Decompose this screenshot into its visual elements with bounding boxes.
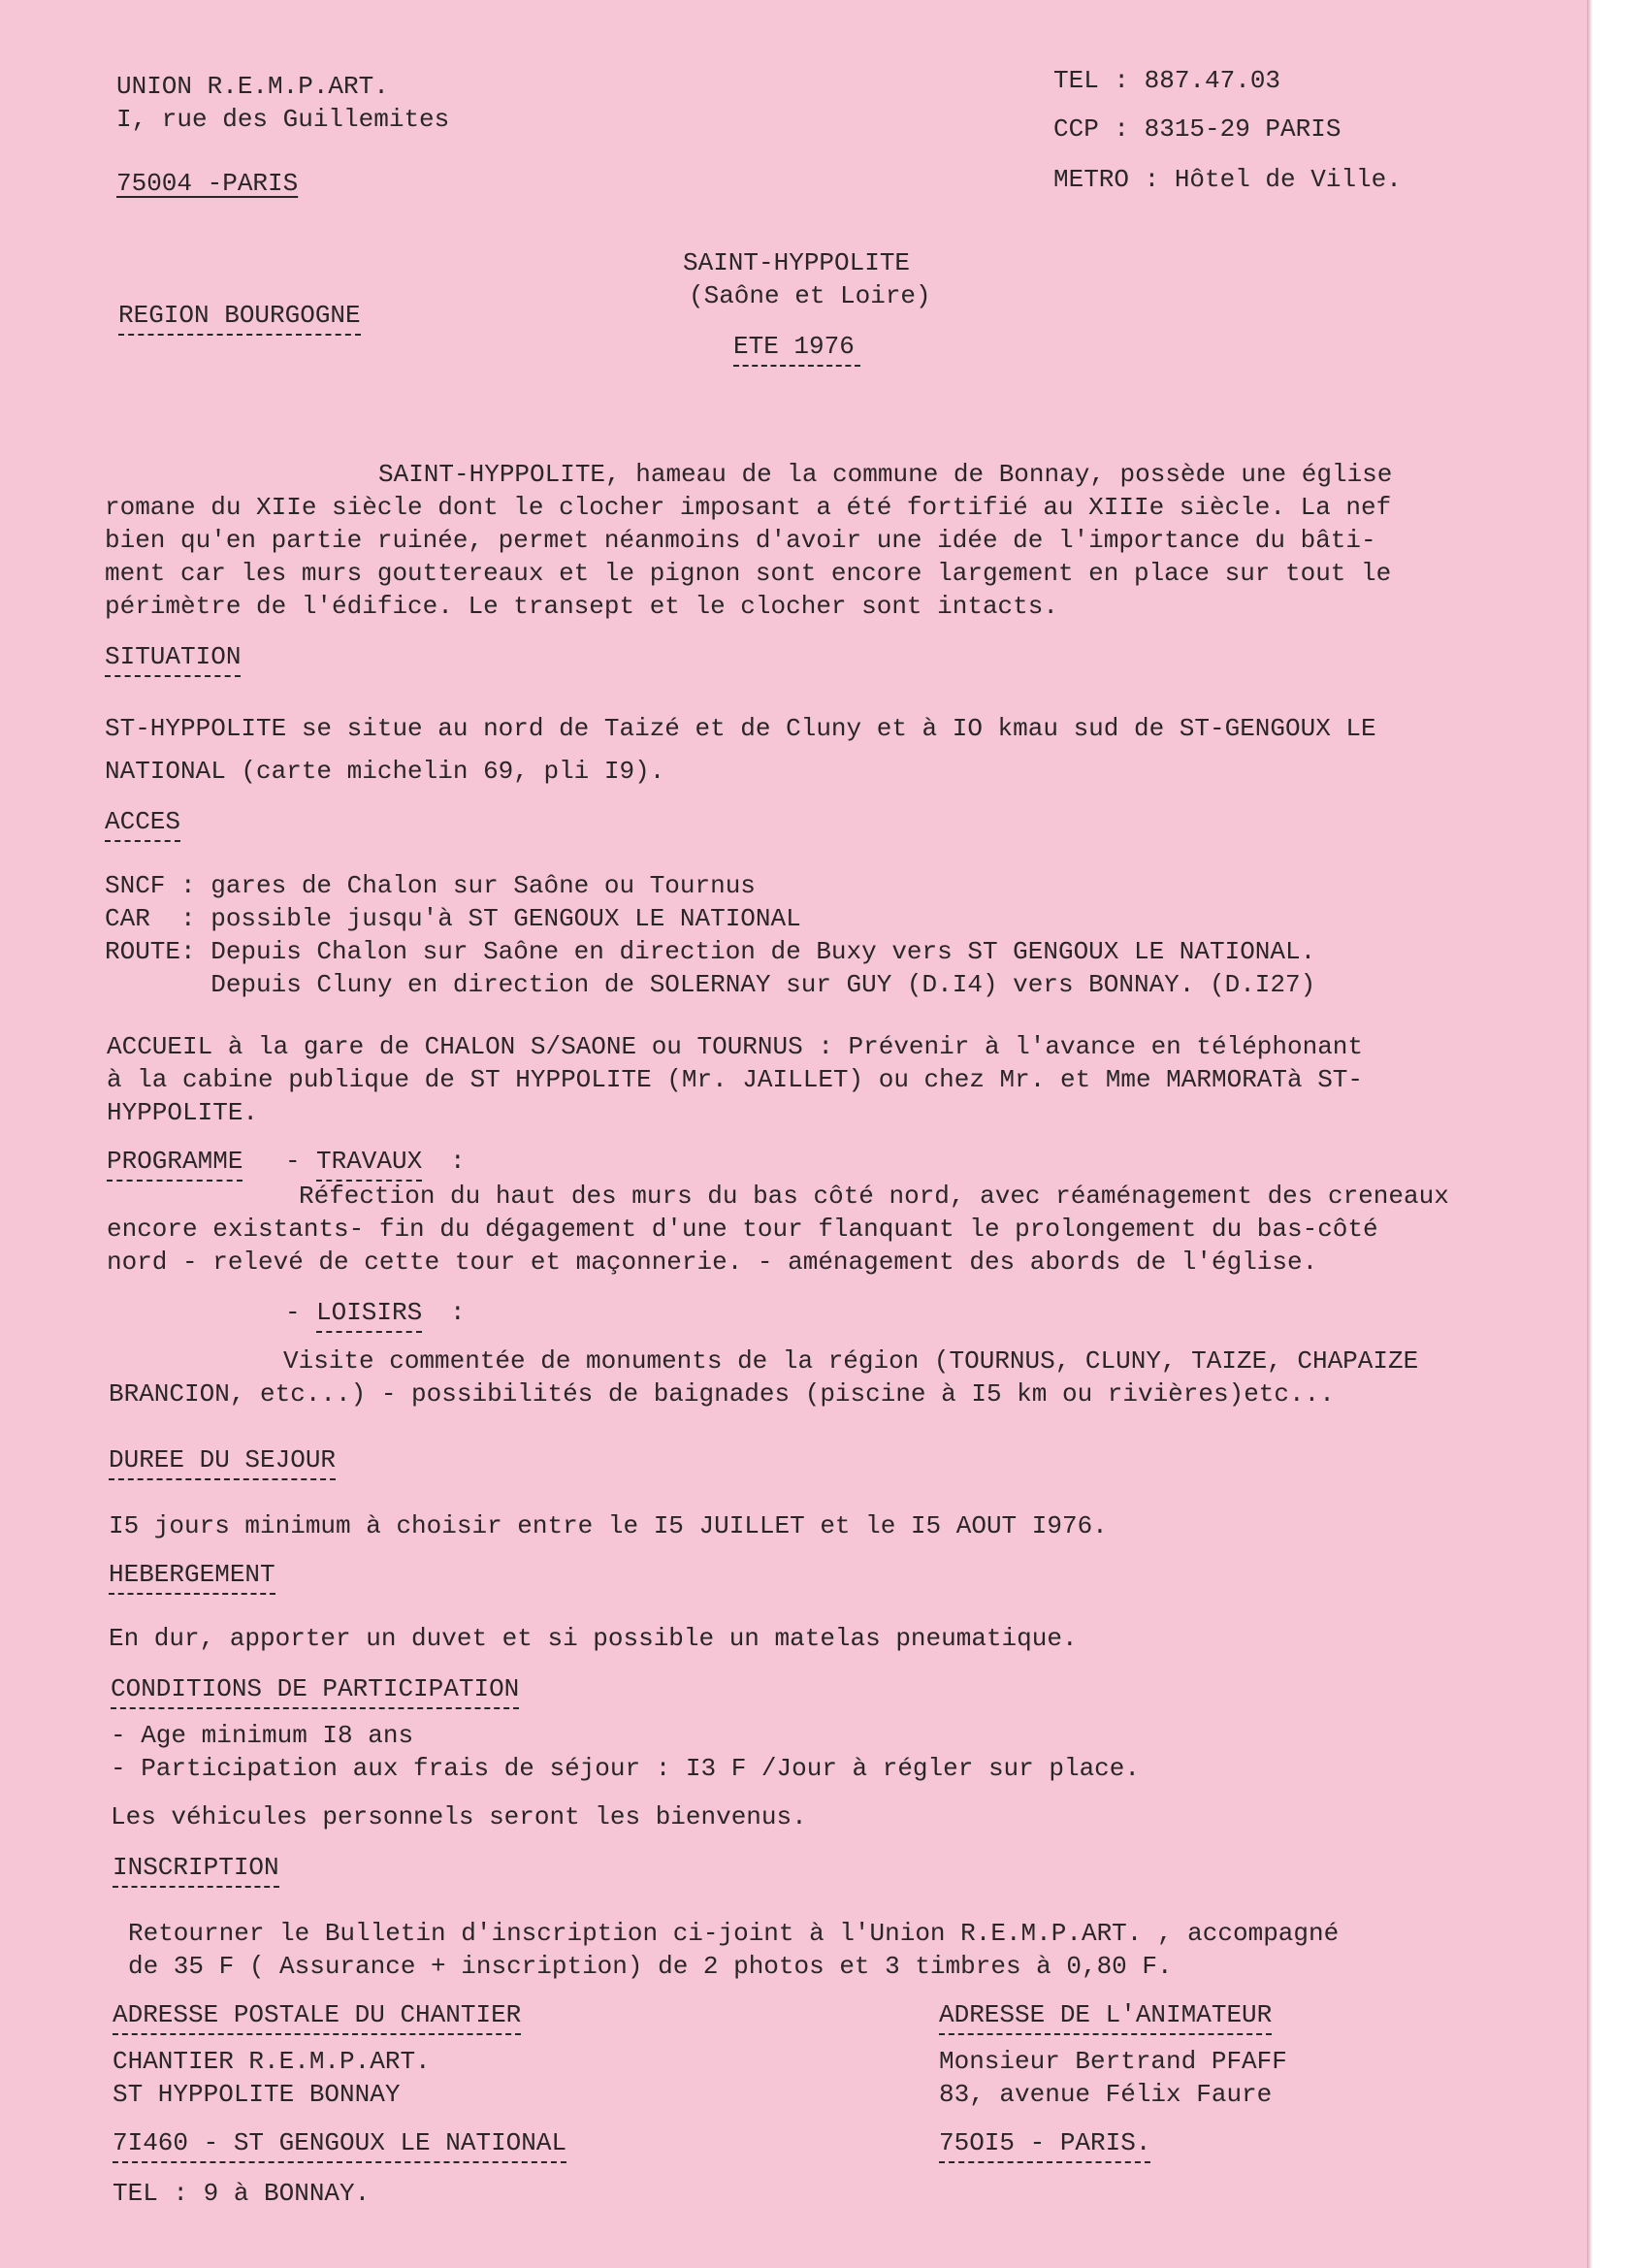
situation-line-1: ST-HYPPOLITE se situe au nord de Taizé et de Cluny et à IO kmau sud de ST-GENGOUX LE xyxy=(105,714,1376,743)
region-heading: REGION BOURGOGNE xyxy=(118,299,361,336)
inscription-line-1: Retourner le Bulletin d'inscription ci-joint à l'Union R.E.M.P.ART. , accompagné xyxy=(128,1919,1340,1948)
conditions-line-2: - Participation aux frais de séjour : I3 F /Jour à régler sur place. xyxy=(111,1754,1140,1783)
loisirs-heading: LOISIRS xyxy=(316,1296,422,1333)
acces-sncf: SNCF : gares de Chalon sur Saône ou Tournus xyxy=(105,871,756,900)
org-city: 75004 -PARIS xyxy=(116,169,299,198)
accueil-line-3: HYPPOLITE. xyxy=(107,1098,259,1127)
accueil-line-1: ACCUEIL à la gare de CHALON S/SAONE ou TOURNUS : Prévenir à l'avance en téléphonant xyxy=(107,1032,1364,1061)
loisirs-line-2: BRANCION, etc...) - possibilités de baignades (piscine à I5 km ou rivières)etc... xyxy=(109,1379,1335,1409)
accueil-line-2: à la cabine publique de ST HYPPOLITE (Mr. JAILLET) ou chez Mr. et Mme MARMORATà ST- xyxy=(107,1065,1364,1094)
chantier-address-line-1: CHANTIER R.E.M.P.ART. xyxy=(113,2047,431,2076)
intro-line-1: SAINT-HYPPOLITE, hameau de la commune de Bonnay, possède une église xyxy=(378,460,1393,489)
travaux-heading: TRAVAUX xyxy=(316,1145,422,1182)
situation-heading: SITUATION xyxy=(105,640,241,677)
travaux-line-3: nord - relevé de cette tour et maçonnerie. - aménagement des abords de l'église. xyxy=(107,1247,1318,1277)
loisirs-colon: : xyxy=(450,1298,466,1327)
conditions-line-1: - Age minimum I8 ans xyxy=(111,1721,414,1750)
title-department: (Saône et Loire) xyxy=(689,281,931,310)
chantier-address-heading: ADRESSE POSTALE DU CHANTIER xyxy=(113,1998,521,2035)
travaux-line-2: encore existants- fin du dégagement d'une tour flanquant le prolongement du bas-côté xyxy=(107,1215,1378,1244)
conditions-heading: CONDITIONS DE PARTICIPATION xyxy=(111,1672,519,1709)
scan-margin xyxy=(1587,0,1649,2268)
chantier-tel: TEL : 9 à BONNAY. xyxy=(113,2179,371,2208)
travaux-line-1: Réfection du haut des murs du bas côté nord, avec réaménagement des creneaux xyxy=(299,1182,1449,1211)
intro-line-3: bien qu'en partie ruinée, permet néanmoins d'avoir une idée de l'importance du bâti- xyxy=(105,526,1376,555)
org-metro: METRO : Hôtel de Ville. xyxy=(1053,165,1402,194)
duree-heading: DUREE DU SEJOUR xyxy=(109,1443,336,1480)
chantier-address-line-2: ST HYPPOLITE BONNAY xyxy=(113,2080,401,2109)
travaux-colon: : xyxy=(450,1147,466,1176)
programme-heading: PROGRAMME xyxy=(107,1145,242,1182)
acces-heading: ACCES xyxy=(105,805,180,842)
loisirs-dash: - xyxy=(285,1298,301,1327)
intro-line-2: romane du XIIe siècle dont le clocher imposant a été fortifié au XIIIe siècle. La nef xyxy=(105,493,1392,522)
acces-car: CAR : possible jusqu'à ST GENGOUX LE NATIONAL xyxy=(105,904,801,933)
situation-line-2: NATIONAL (carte michelin 69, pli I9). xyxy=(105,757,665,786)
animateur-address-line-1: Monsieur Bertrand PFAFF xyxy=(939,2047,1287,2076)
hebergement-text: En dur, apporter un duvet et si possible un matelas pneumatique. xyxy=(109,1624,1078,1653)
chantier-address-line-3: 7I460 - ST GENGOUX LE NATIONAL xyxy=(113,2126,566,2163)
loisirs-line-1: Visite commentée de monuments de la région (TOURNUS, CLUNY, TAIZE, CHAPAIZE xyxy=(283,1346,1419,1376)
intro-line-4: ment car les murs gouttereaux et le pignon sont encore largement en place sur tout le xyxy=(105,559,1392,588)
org-ccp: CCP : 8315-29 PARIS xyxy=(1053,114,1342,144)
hebergement-heading: HEBERGEMENT xyxy=(109,1558,275,1595)
acces-route-2: Depuis Cluny en direction de SOLERNAY sur GUY (D.I4) vers BONNAY. (D.I27) xyxy=(105,970,1316,999)
animateur-address-line-2: 83, avenue Félix Faure xyxy=(939,2080,1273,2109)
org-name: UNION R.E.M.P.ART. xyxy=(116,72,389,101)
duree-text: I5 jours minimum à choisir entre le I5 JUILLET et le I5 AOUT I976. xyxy=(109,1511,1108,1540)
travaux-dash: - xyxy=(285,1147,301,1176)
inscription-heading: INSCRIPTION xyxy=(113,1851,279,1888)
title-place: SAINT-HYPPOLITE xyxy=(683,248,911,277)
title-season: ETE 1976 xyxy=(733,330,860,367)
inscription-line-2: de 35 F ( Assurance + inscription) de 2 photos et 3 timbres à 0,80 F. xyxy=(128,1952,1173,1981)
animateur-address-heading: ADRESSE DE L'ANIMATEUR xyxy=(939,1998,1272,2035)
animateur-address-line-3: 75OI5 - PARIS. xyxy=(939,2126,1150,2163)
acces-route-1: ROUTE: Depuis Chalon sur Saône en direction de Buxy vers ST GENGOUX LE NATIONAL. xyxy=(105,937,1316,966)
org-street: I, rue des Guillemites xyxy=(116,105,450,134)
intro-line-5: périmètre de l'édifice. Le transept et le clocher sont intacts. xyxy=(105,592,1058,621)
conditions-vehicles: Les véhicules personnels seront les bienvenus. xyxy=(111,1802,807,1831)
org-tel: TEL : 887.47.03 xyxy=(1053,66,1281,95)
